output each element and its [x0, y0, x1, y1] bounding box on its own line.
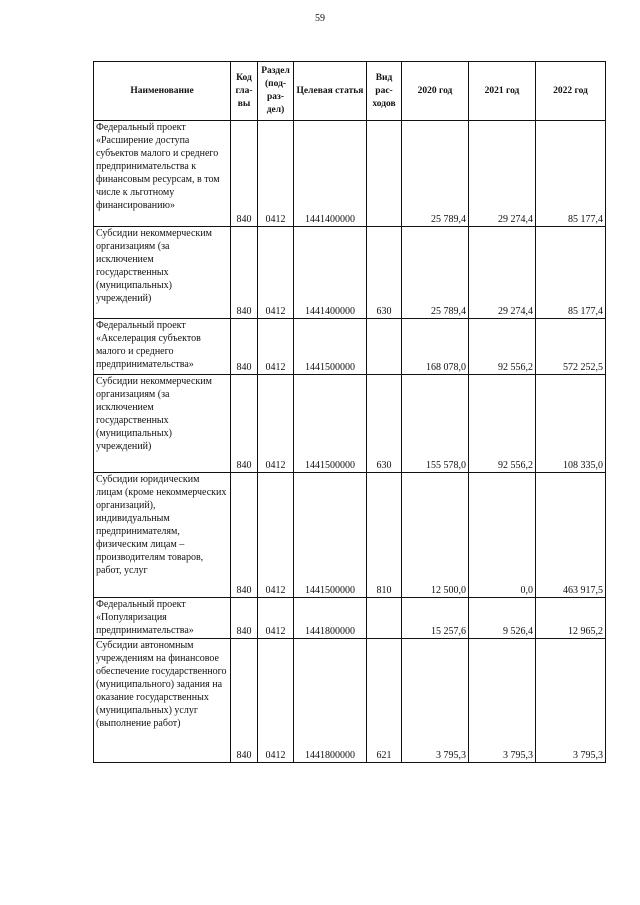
row-expense — [367, 121, 402, 227]
row-name: Федеральный проект «Популяризация предпринимательства» — [94, 598, 231, 639]
row-code: 840 — [231, 473, 258, 598]
row-target: 1441400000 — [294, 227, 367, 319]
row-section: 0412 — [258, 227, 294, 319]
table-row — [94, 473, 606, 598]
row-target: 1441500000 — [294, 375, 367, 473]
row-2020: 15 257,6 — [402, 598, 469, 639]
row-name: Субсидии автономным учреждениям на финансовое обеспечение государственного (муниципального) задания на оказание государственных (муниципальных) услуг (выполнение работ) — [94, 639, 231, 763]
row-code: 840 — [231, 227, 258, 319]
row-expense — [367, 319, 402, 375]
row-expense — [367, 598, 402, 639]
row-2021: 9 526,4 — [469, 598, 536, 639]
row-2022: 85 177,4 — [536, 121, 606, 227]
header-target: Целевая статья — [294, 62, 367, 121]
header-name: Наименование — [94, 62, 231, 121]
table-row — [94, 319, 606, 375]
row-section: 0412 — [258, 598, 294, 639]
row-code: 840 — [231, 598, 258, 639]
header-code: Код гла- вы — [231, 62, 258, 121]
row-name: Федеральный проект «Акселерация субъектов малого и среднего предпринимательства» — [94, 319, 231, 375]
table-row — [94, 639, 606, 763]
row-target: 1441800000 — [294, 598, 367, 639]
table-row — [94, 121, 606, 227]
table-row — [94, 227, 606, 319]
row-section: 0412 — [258, 319, 294, 375]
row-section: 0412 — [258, 473, 294, 598]
row-code: 840 — [231, 121, 258, 227]
row-2020: 3 795,3 — [402, 639, 469, 763]
budget-table — [93, 61, 606, 763]
table-row — [94, 375, 606, 473]
row-2021: 92 556,2 — [469, 319, 536, 375]
row-name: Федеральный проект «Расширение доступа субъектов малого и среднего предпринимательства к финансовым ресурсам, в том числе к льготному финансированию» — [94, 121, 231, 227]
table-row — [94, 598, 606, 639]
row-2022: 12 965,2 — [536, 598, 606, 639]
row-target: 1441500000 — [294, 473, 367, 598]
row-name: Субсидии некоммерческим организациям (за исключением государственных (муниципальных) учреждений) — [94, 227, 231, 319]
row-code: 840 — [231, 639, 258, 763]
row-2022: 3 795,3 — [536, 639, 606, 763]
row-2020: 25 789,4 — [402, 121, 469, 227]
header-row — [94, 62, 606, 121]
row-section: 0412 — [258, 639, 294, 763]
header-2022: 2022 год — [536, 62, 606, 121]
page-number: 59 — [315, 13, 325, 24]
row-2021: 0,0 — [469, 473, 536, 598]
row-target: 1441400000 — [294, 121, 367, 227]
row-name: Субсидии некоммерческим организациям (за исключением государственных (муниципальных) учреждений) — [94, 375, 231, 473]
row-name: Субсидии юридическим лицам (кроме некоммерческих организаций), индивидуальным предпринимателям, физическим лицам – производителям товаров, работ, услуг — [94, 473, 231, 598]
row-2021: 29 274,4 — [469, 121, 536, 227]
row-2021: 29 274,4 — [469, 227, 536, 319]
row-section: 0412 — [258, 375, 294, 473]
row-2022: 85 177,4 — [536, 227, 606, 319]
row-code: 840 — [231, 375, 258, 473]
row-2022: 572 252,5 — [536, 319, 606, 375]
header-section: Раздел (под- раз- дел) — [258, 62, 294, 121]
row-2020: 168 078,0 — [402, 319, 469, 375]
row-2021: 3 795,3 — [469, 639, 536, 763]
row-code: 840 — [231, 319, 258, 375]
row-expense: 621 — [367, 639, 402, 763]
row-section: 0412 — [258, 121, 294, 227]
row-target: 1441500000 — [294, 319, 367, 375]
row-2020: 12 500,0 — [402, 473, 469, 598]
row-2021: 92 556,2 — [469, 375, 536, 473]
header-2021: 2021 год — [469, 62, 536, 121]
header-expense: Вид рас- ходов — [367, 62, 402, 121]
row-expense: 630 — [367, 375, 402, 473]
row-expense: 810 — [367, 473, 402, 598]
row-target: 1441800000 — [294, 639, 367, 763]
row-2022: 108 335,0 — [536, 375, 606, 473]
row-2020: 155 578,0 — [402, 375, 469, 473]
row-2022: 463 917,5 — [536, 473, 606, 598]
header-2020: 2020 год — [402, 62, 469, 121]
row-2020: 25 789,4 — [402, 227, 469, 319]
row-expense: 630 — [367, 227, 402, 319]
